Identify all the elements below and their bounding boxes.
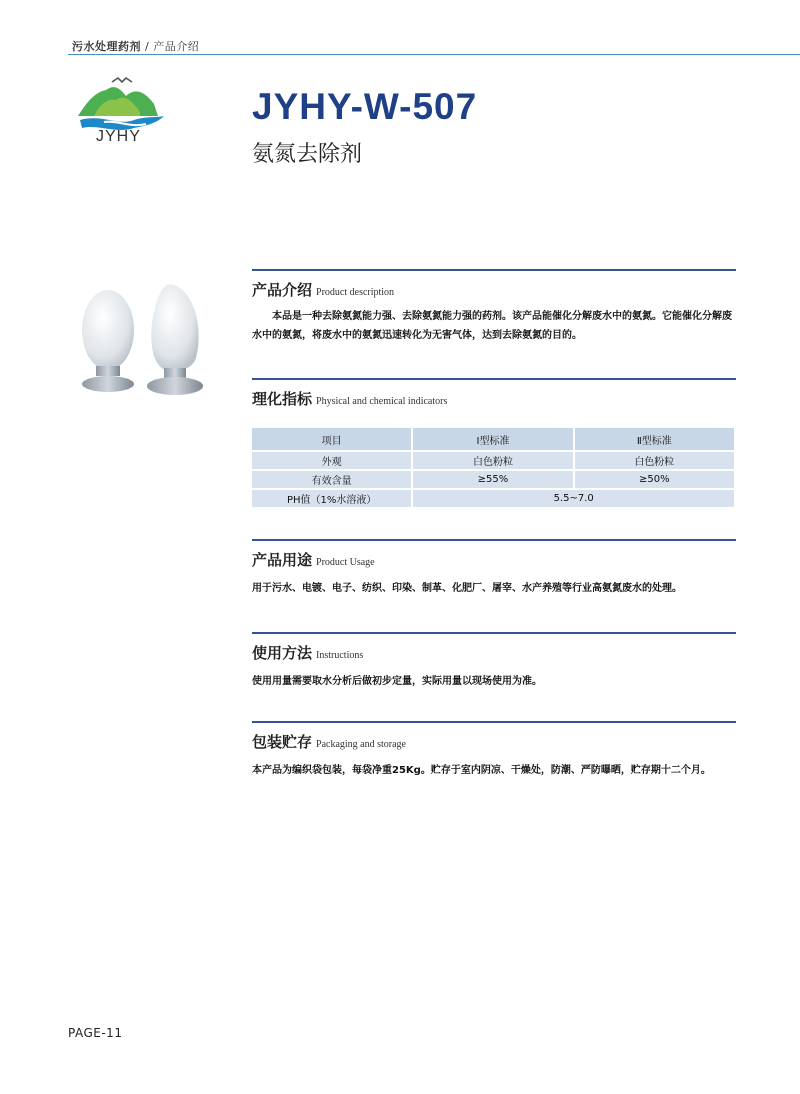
- table-row: [252, 471, 734, 488]
- indicators-table: [250, 426, 736, 509]
- section-instructions: [252, 632, 736, 691]
- table-header-cell: Ⅱ型标准: [575, 428, 734, 450]
- section-subtitle: Physical and chemical indicators: [316, 396, 448, 407]
- section-subtitle: Product Usage: [316, 557, 375, 568]
- breadcrumb-section: / 产品介绍: [145, 40, 200, 53]
- section-divider: [252, 539, 736, 541]
- table-cell: 5.5~7.0: [413, 490, 734, 507]
- section-heading: [252, 388, 736, 410]
- section-heading: [252, 731, 736, 753]
- page-header: [0, 0, 800, 55]
- section-product-usage: [252, 539, 736, 598]
- section-divider: [252, 269, 736, 271]
- table-cell: 外观: [252, 452, 411, 469]
- table-cell: ≥55%: [413, 471, 572, 488]
- header-divider: [68, 54, 800, 55]
- section-divider: [252, 632, 736, 634]
- table-cell: PH值（1%水溶液）: [252, 490, 411, 507]
- table-row: [252, 452, 734, 469]
- section-divider: [252, 378, 736, 380]
- table-header-row: [252, 428, 734, 450]
- section-product-description: [252, 269, 736, 345]
- section-subtitle: Instructions: [316, 650, 364, 661]
- section-subtitle: Packaging and storage: [316, 739, 406, 750]
- section-heading: [252, 642, 736, 664]
- table-cell: 白色粉粒: [575, 452, 734, 469]
- table-header-cell: Ⅰ型标准: [413, 428, 572, 450]
- table-header-cell: 项目: [252, 428, 411, 450]
- section-title: 包装贮存: [252, 733, 313, 751]
- product-name: 氨氮去除剂: [252, 142, 363, 167]
- table-cell: 白色粉粒: [413, 452, 572, 469]
- section-title: 使用方法: [252, 644, 313, 662]
- section-heading: [252, 279, 736, 301]
- table-cell: ≥50%: [575, 471, 734, 488]
- logo-text: JYHY: [96, 128, 141, 145]
- table-row: [252, 490, 734, 507]
- usage-text: 用于污水、电镀、电子、纺织、印染、制革、化肥厂、屠宰、水产养殖等行业高氨氮废水的处理。: [252, 583, 682, 594]
- section-subtitle: Product description: [316, 287, 395, 298]
- section-divider: [252, 721, 736, 723]
- section-title: 产品介绍: [252, 281, 313, 299]
- section-physical-chemical-indicators: [252, 378, 736, 509]
- section-title: 理化指标: [252, 390, 313, 408]
- page-number: PAGE-11: [68, 1026, 123, 1040]
- product-bottles-photo: [78, 278, 222, 398]
- instructions-text: 使用用量需要取水分析后做初步定量，实际用量以现场使用为准。: [252, 676, 542, 687]
- description-text: 本品是一种去除氨氮能力强、去除氨氮能力强的药剂。该产品能催化分解废水中的氨氮。它能催化分解废水中的氨氮，将废水中的氨氮迅速转化为无害气体，达到去除氨氮的目的。: [252, 311, 732, 341]
- packaging-text: 本产品为编织袋包装，每袋净重25Kg。贮存于室内阴凉、干燥处，防潮、严防曝晒，贮存期十二个月。: [252, 765, 711, 776]
- breadcrumb-category: 污水处理药剂: [72, 40, 141, 53]
- breadcrumb: [72, 38, 199, 54]
- section-packaging-storage: [252, 721, 736, 780]
- table-cell: 有效含量: [252, 471, 411, 488]
- section-title: 产品用途: [252, 551, 313, 569]
- product-model: JYHY-W-507: [252, 86, 478, 127]
- section-heading: [252, 549, 736, 571]
